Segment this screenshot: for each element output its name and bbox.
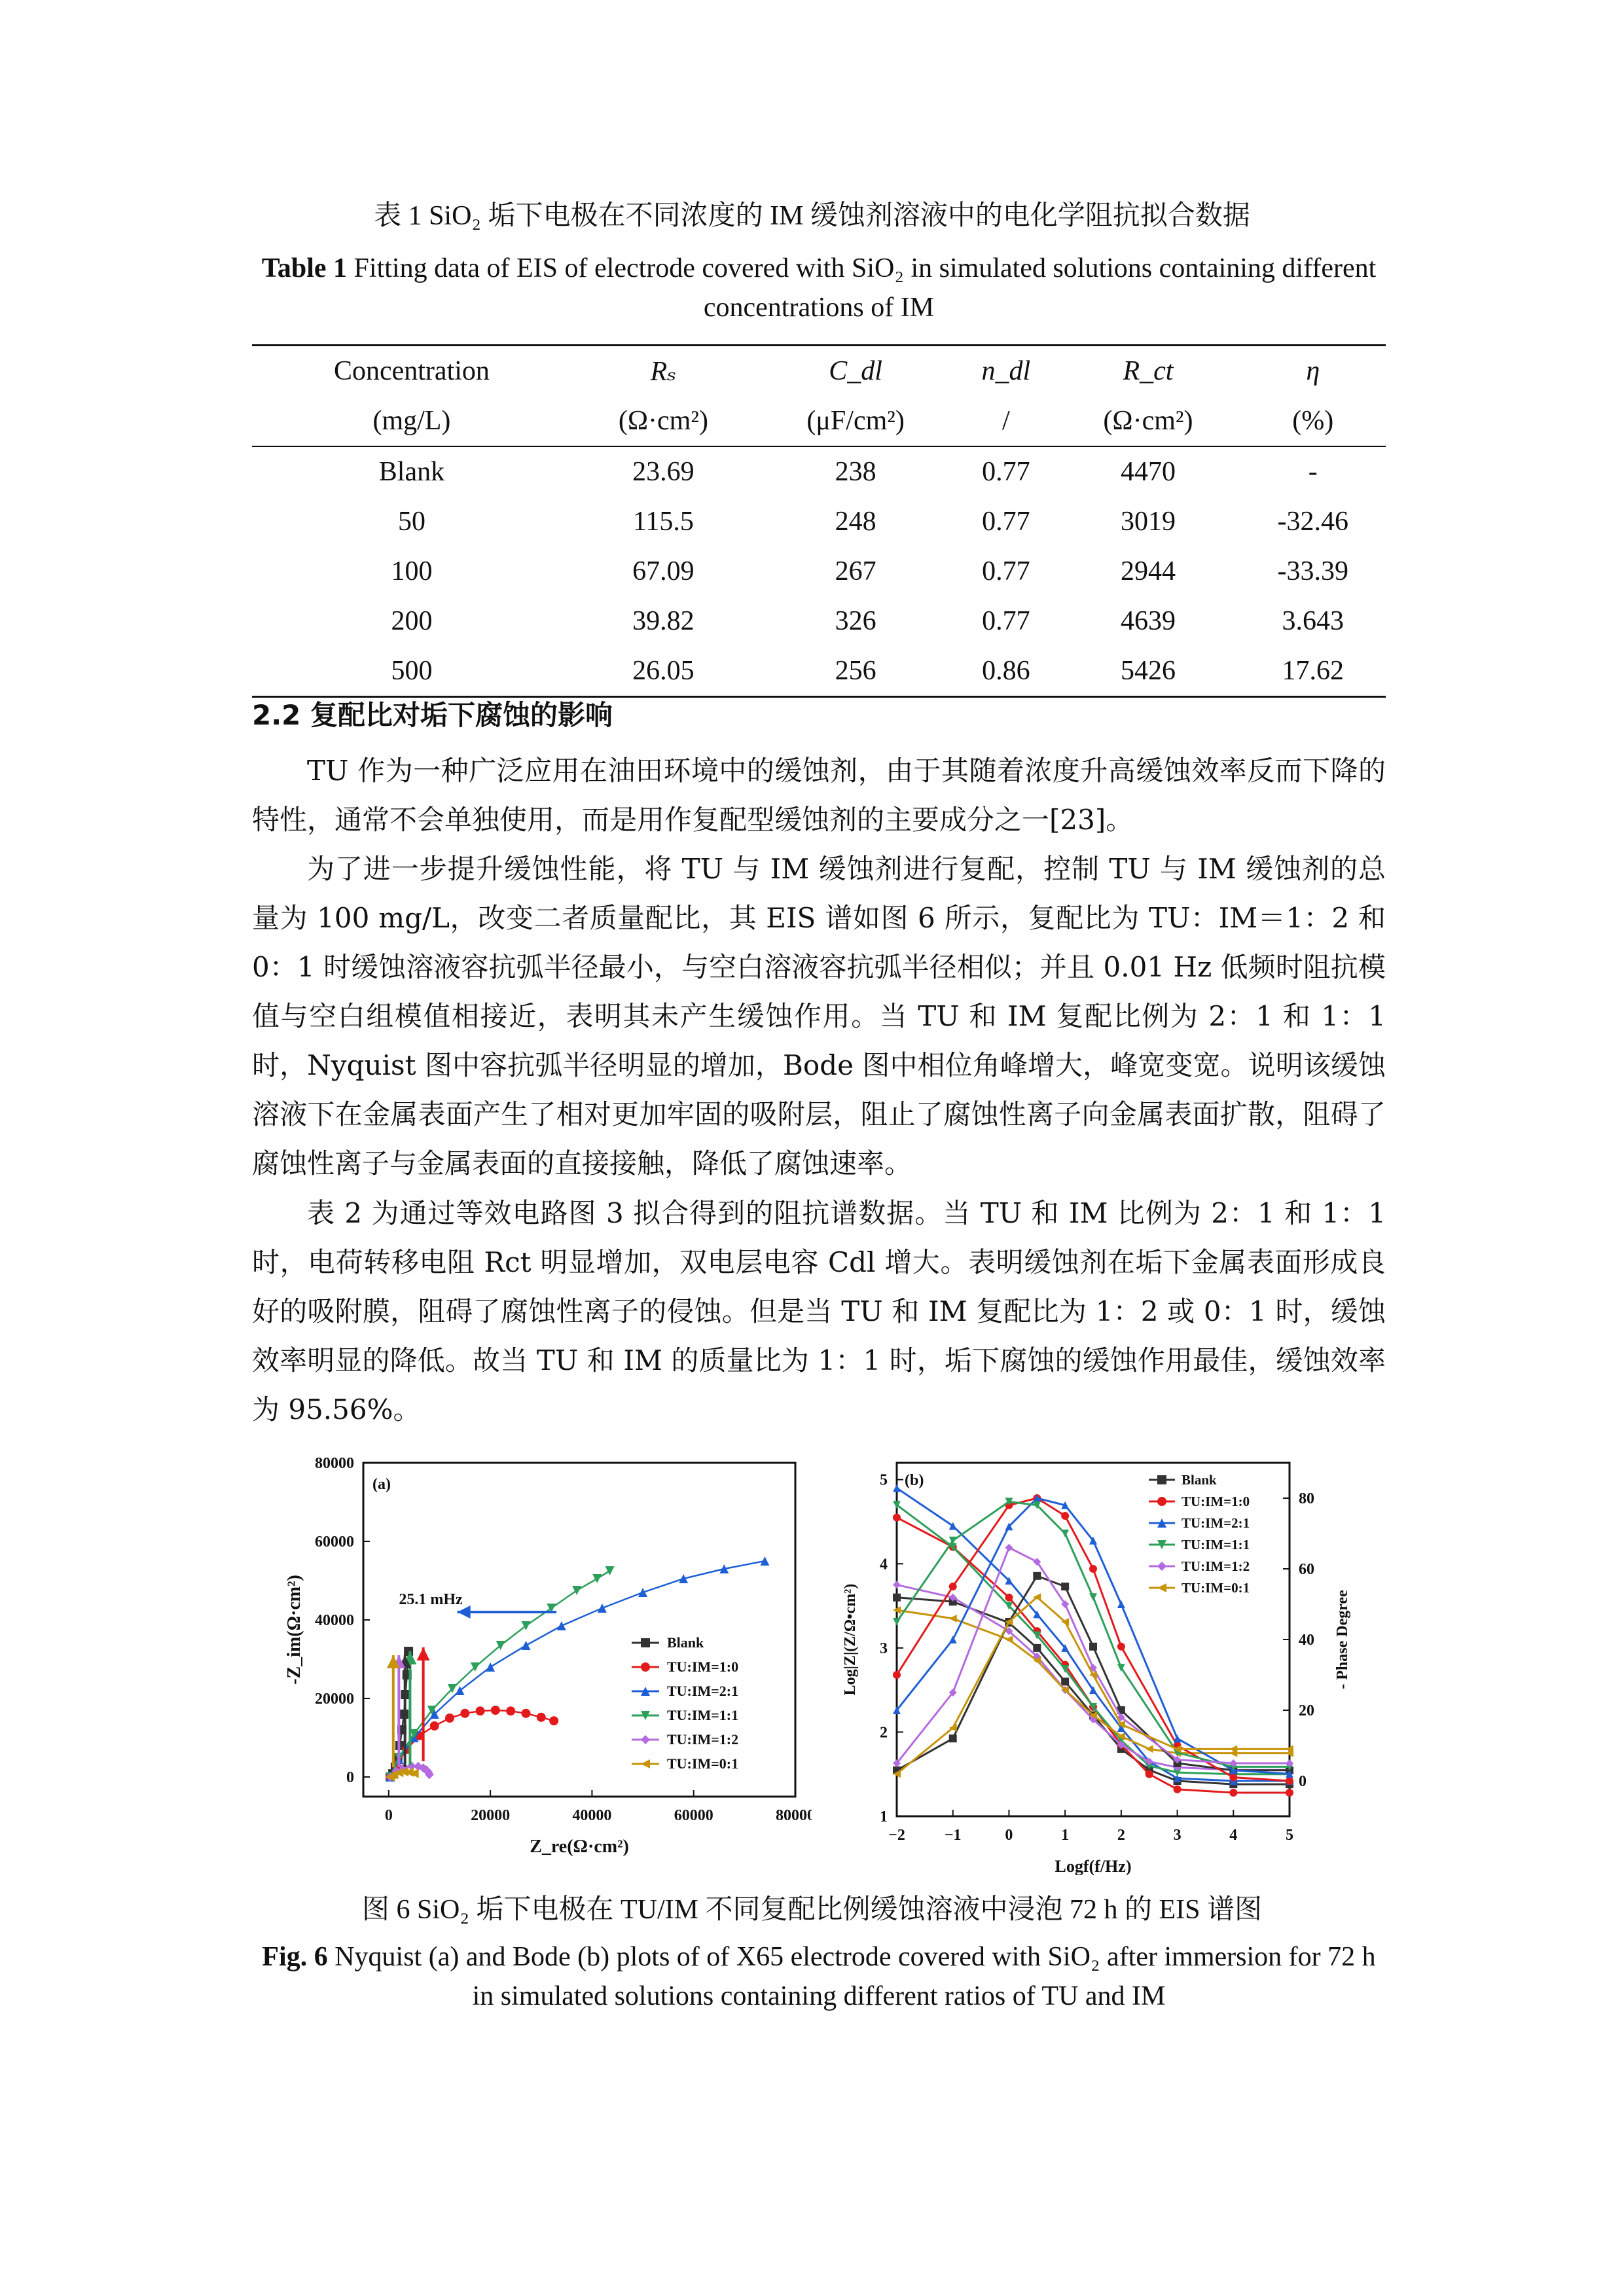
table-cell: 67.09 (632, 556, 695, 586)
y-tick-label: 4 (880, 1556, 888, 1573)
y-tick-label: 40000 (315, 1612, 354, 1629)
phase-series-5 (893, 1593, 1293, 1778)
y2-tick-label: 0 (1299, 1773, 1307, 1790)
phase-series-4 (893, 1544, 1293, 1767)
table-cell: -32.46 (1277, 507, 1348, 537)
unit-cell: (mg/L) (252, 396, 571, 446)
data-point (949, 1583, 957, 1590)
paragraph-2: 为了进一步提升缓蚀性能，将 TU 与 IM 缓蚀剂进行复配，控制 TU 与 IM 缓蚀剂的总量为 100 mg/L，改变二者质量配比，其 EIS 谱如图 6 所示，复配比为 TU：IM＝1：2 和 0：1 时缓蚀溶液容抗弧半径最小，与空白溶液容抗弧半径相似；并且 0.01 Hz 低频时阻抗模值与空白组模值相接近，表明其未产生缓蚀作用。当 TU 和 IM 复配比例为 2：1 和 1：1 时，Nyquist 图中容抗弧半径明显的增加，Bode 图中相位角峰增大，峰宽变宽。说明该缓蚀溶液下在金属表面产生了相对更加牢固的吸附层，阻止了腐蚀性离子向金属表面扩散，阻碍了腐蚀性离子与金属表面的直接接触，降低了腐蚀速率。 (252, 853, 1386, 1179)
y-tick-label: 1 (880, 1808, 888, 1825)
x-tick-label: 3 (1173, 1827, 1182, 1844)
y-tick-label: 2 (880, 1724, 888, 1742)
table-cell: 0.77 (982, 507, 1030, 537)
table1-header-row (252, 346, 1386, 397)
y-tick-label: 60000 (315, 1534, 354, 1551)
data-point (1286, 1789, 1293, 1797)
data-point (893, 1671, 901, 1679)
table1 (252, 344, 1386, 698)
header-cell: R_ct (1056, 346, 1240, 397)
legend-label: Blank (667, 1634, 704, 1651)
table-cell: -33.39 (1277, 556, 1348, 586)
legend-label: Blank (1182, 1472, 1217, 1488)
y-tick-label: 80000 (315, 1455, 354, 1472)
data-point (1229, 1789, 1237, 1797)
table-cell: 3.643 (1282, 606, 1344, 636)
panel-label: (b) (905, 1472, 924, 1489)
table-cell: 39.82 (632, 606, 695, 636)
data-point (893, 1514, 901, 1522)
data-point (1117, 1643, 1125, 1651)
table-cell: Blank (378, 457, 445, 487)
legend-marker (641, 1638, 650, 1647)
table-cell: 23.69 (632, 457, 695, 487)
nyquist-chart (275, 1450, 812, 1875)
table-row (252, 446, 1386, 497)
legend-marker (1157, 1562, 1166, 1571)
legend-label: TU:IM=1:2 (667, 1731, 739, 1748)
unit-cell: (Ω·cm²) (1056, 396, 1240, 446)
data-point (430, 1721, 439, 1731)
legend-marker (1157, 1475, 1166, 1484)
data-point (1005, 1544, 1013, 1552)
data-point (1286, 1777, 1293, 1785)
data-point (476, 1706, 485, 1715)
impedance-series-4 (893, 1581, 1293, 1774)
data-point (893, 1581, 901, 1588)
x-tick-label: 20000 (471, 1807, 511, 1824)
table-cell: 267 (835, 556, 876, 586)
table-cell: 50 (397, 507, 425, 537)
bode-chart (831, 1450, 1368, 1875)
table-cell: 17.62 (1240, 646, 1386, 697)
unit-cell: / (956, 396, 1056, 446)
legend-label: TU:IM=0:1 (1182, 1580, 1250, 1596)
table-cell: 500 (252, 646, 571, 697)
data-point (1061, 1530, 1069, 1537)
y2-tick-label: 60 (1299, 1561, 1314, 1578)
figure-6a (275, 1450, 812, 1878)
legend-label: TU:IM=1:1 (667, 1707, 739, 1723)
data-point (445, 1713, 454, 1723)
data-point (1146, 1770, 1153, 1778)
fig6-caption-en (252, 1937, 1386, 2016)
table-cell: 326 (835, 606, 876, 636)
data-point (491, 1706, 500, 1715)
paragraph-3: 表 2 为通过等效电路图 3 拟合得到的阻抗谱数据。当 TU 和 IM 比例为 2：1 和 1：1 时，电荷转移电阻 Rct 明显增加，双电层电容 Cdl 增大。表明缓蚀剂在垢下金属表面形成良好的吸附膜，阻碍了腐蚀性离子的侵蚀。但是当 TU 和 IM 复配比为 1：2 或 0：1 时，缓蚀效率明显的降低。故当 TU 和 IM 的质量比为 1：1 时，垢下腐蚀的缓蚀作用最佳，缓蚀效率为 95.56%。 (252, 1197, 1386, 1426)
data-point (1117, 1600, 1125, 1608)
table-cell: - (1308, 457, 1318, 487)
data-point (949, 1734, 957, 1742)
x-tick-label: 4 (1229, 1827, 1238, 1844)
table-cell: 5426 (1056, 646, 1240, 697)
table-cell: 256 (755, 646, 956, 697)
table-cell: 0.86 (956, 646, 1056, 697)
legend-label: TU:IM=1:0 (667, 1659, 739, 1675)
annotation-label: 25.1 mHz (399, 1591, 463, 1608)
table1-caption-en (252, 249, 1386, 327)
table1-unit-row (252, 396, 1386, 446)
table-cell: 0.77 (982, 606, 1030, 636)
y2-tick-label: 40 (1299, 1632, 1314, 1649)
table-cell: 0.77 (982, 556, 1030, 586)
unit-cell: (Ω·cm²) (571, 396, 755, 446)
table-cell: 115.5 (632, 507, 694, 537)
legend-label: TU:IM=1:0 (1182, 1494, 1250, 1509)
header-cell: η (1240, 346, 1386, 397)
data-point (893, 1618, 901, 1626)
x-tick-label: 60000 (674, 1807, 713, 1824)
table-cell: 2944 (1120, 556, 1176, 586)
table-row (252, 646, 1386, 697)
table-cell: 248 (835, 507, 876, 537)
x-tick-label: −1 (944, 1827, 962, 1844)
x-tick-label: −2 (888, 1827, 905, 1844)
data-point (1089, 1643, 1097, 1651)
data-point (1089, 1593, 1097, 1601)
data-point (1174, 1785, 1182, 1793)
data-point (598, 1604, 607, 1613)
data-point (949, 1636, 957, 1643)
data-point (549, 1716, 558, 1725)
arrow-head (417, 1647, 430, 1660)
data-point (1061, 1583, 1069, 1590)
panel-label: (a) (372, 1476, 391, 1493)
data-point (1033, 1572, 1041, 1580)
y-tick-label: 0 (346, 1769, 354, 1786)
legend-marker (641, 1662, 650, 1672)
header-cell: Concentration (252, 346, 571, 397)
table-cell: 4639 (1120, 606, 1176, 636)
section-title: 2.2 复配比对垢下腐蚀的影响 (252, 699, 613, 731)
table-row (252, 596, 1386, 646)
unit-cell: (%) (1240, 396, 1386, 446)
x-tick-label: 5 (1286, 1827, 1293, 1844)
y-axis-label: Log|Z|(Z/Ω•cm²) (842, 1583, 859, 1696)
table1-caption-cn: 表 1 SiO₂ 垢下电极在不同浓度的 IM 缓蚀剂溶液中的电化学阻抗拟合数据 (374, 201, 1250, 231)
data-point (486, 1662, 495, 1672)
data-point (592, 1574, 602, 1583)
data-point (1061, 1512, 1069, 1520)
data-point (1005, 1594, 1013, 1602)
data-point (537, 1713, 546, 1722)
table-cell: 0.77 (982, 457, 1030, 487)
y-tick-label: 5 (880, 1471, 888, 1489)
impedance-series-5 (893, 1606, 1293, 1757)
header-cell: Rₛ (571, 346, 755, 397)
y2-tick-label: 20 (1299, 1702, 1314, 1719)
table1-caption-text: Fitting data of EIS of electrode covered with SiO₂ in simulated solutions containing different concentrations of IM (347, 253, 1377, 323)
legend-label: TU:IM=2:1 (1182, 1515, 1250, 1531)
data-point (1005, 1636, 1013, 1643)
table-cell: 100 (391, 556, 433, 586)
legend-label: TU:IM=1:1 (1182, 1537, 1250, 1552)
table-cell: 3019 (1120, 507, 1176, 537)
legend-label: TU:IM=1:2 (1182, 1558, 1250, 1574)
x-tick-label: 0 (1005, 1827, 1013, 1844)
table-cell: 238 (835, 457, 876, 487)
fig6-caption-text: Nyquist (a) and Bode (b) plots of of X65 electrode covered with SiO₂ after immersion for 72 h in simulated solutions containing different ratios of TU and IM (327, 1942, 1376, 2011)
y2-tick-label: 80 (1299, 1490, 1314, 1507)
data-point (893, 1484, 901, 1492)
fig6-caption-label: Fig. 6 (262, 1942, 328, 1972)
x-tick-label: 0 (384, 1807, 393, 1824)
y-axis-label: -Z_im(Ω·cm²) (284, 1575, 304, 1685)
data-point (506, 1706, 515, 1715)
legend-label: TU:IM=0:1 (667, 1755, 739, 1772)
x-tick-label: 1 (1061, 1827, 1070, 1844)
data-point (557, 1621, 566, 1630)
legend-label: TU:IM=2:1 (667, 1683, 739, 1699)
data-point (949, 1615, 957, 1623)
data-point (638, 1588, 647, 1597)
legend-marker (1157, 1497, 1166, 1506)
data-point (1033, 1644, 1041, 1652)
table-cell: 26.05 (571, 646, 755, 697)
fig6-caption-cn: 图 6 SiO₂ 垢下电极在 TU/IM 不同复配比例缓蚀溶液中浸泡 72 h 的 EIS 谱图 (362, 1895, 1262, 1925)
data-point (605, 1566, 615, 1575)
table-row (252, 497, 1386, 547)
table-row (252, 547, 1386, 596)
data-point (460, 1709, 469, 1718)
paragraph-1: TU 作为一种广泛应用在油田环境中的缓蚀剂，由于其随着浓度升高缓蚀效率反而下降的特性，通常不会单独使用，而是用作复配型缓蚀剂的主要成分之一[23]。 (252, 755, 1386, 836)
table-cell: 4470 (1120, 457, 1176, 487)
header-cell: C_dl (755, 346, 956, 397)
y-tick-label: 20000 (315, 1691, 354, 1708)
data-point (1061, 1677, 1069, 1685)
x-axis-label: Logf(f/Hz) (1055, 1857, 1132, 1875)
data-point (1229, 1774, 1237, 1782)
y2-axis-label: - Phase Degree (1334, 1590, 1351, 1689)
unit-cell: (μF/cm²) (755, 396, 956, 446)
legend-marker (1157, 1583, 1166, 1592)
x-tick-label: 2 (1117, 1827, 1125, 1844)
data-point (1089, 1671, 1097, 1679)
x-axis-label: Z_re(Ω·cm²) (530, 1837, 629, 1857)
data-point (521, 1641, 530, 1650)
data-point (1089, 1565, 1097, 1573)
data-point (893, 1594, 901, 1602)
data-point (1174, 1734, 1182, 1742)
x-tick-label: 80000 (776, 1807, 812, 1824)
y-tick-label: 3 (880, 1640, 888, 1657)
data-point (1146, 1745, 1153, 1753)
legend-marker (641, 1759, 650, 1768)
figure-6b (831, 1450, 1368, 1878)
table1-caption-label: Table 1 (261, 253, 348, 283)
x-tick-label: 40000 (572, 1807, 612, 1824)
data-point (521, 1709, 530, 1718)
legend-marker (641, 1735, 650, 1744)
table-cell: 200 (391, 606, 433, 636)
header-cell: n_dl (956, 346, 1056, 397)
